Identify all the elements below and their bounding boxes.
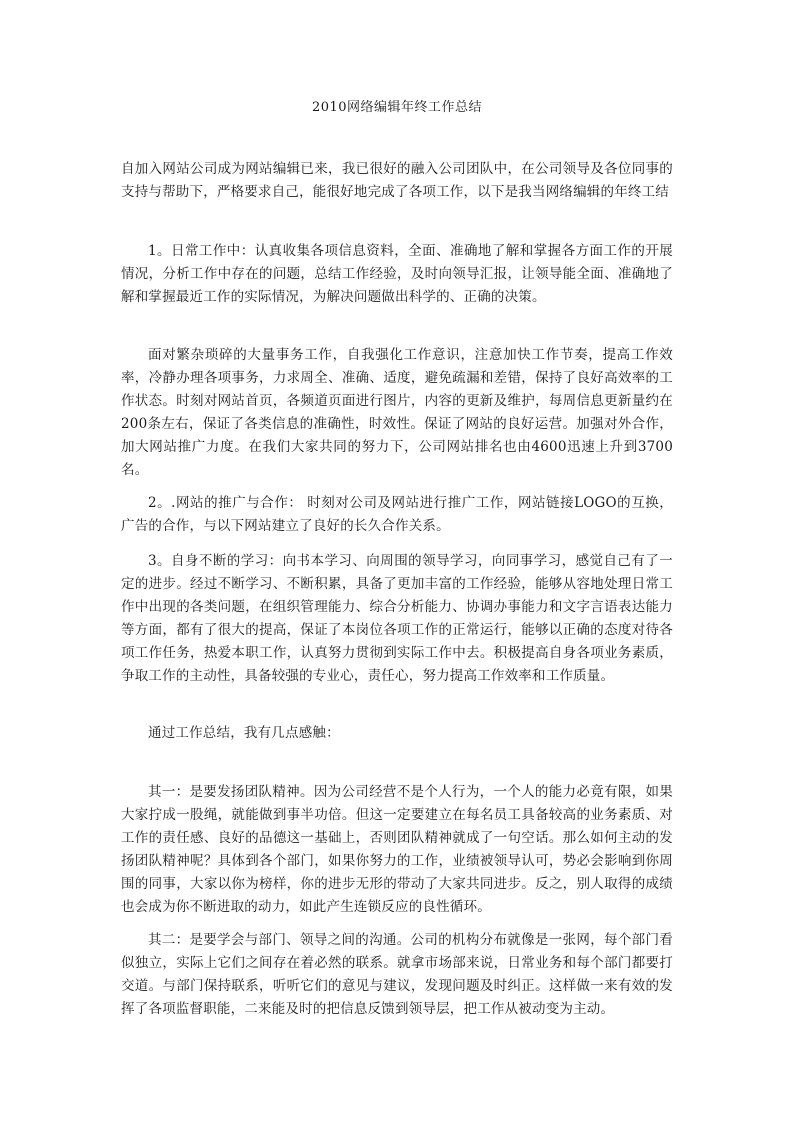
paragraph-daily-work: 1。日常工作中：认真收集各项信息资料，全面、准确地了解和掌握各方面工作的开展情况，分析工作中存在的问题，总结工作经验，及时向领导汇报，让领导能全面、准确地了解和掌握最近工作的实际情况，为解决问题做出科学的、正确的决策。 (121, 243, 673, 305)
document-title: 2010网络编辑年终工作总结 (311, 100, 483, 115)
paragraph-learning: 3。自身不断的学习：向书本学习、向周围的领导学习，向同事学习，感觉自己有了一定的进步。经过不断学习、不断积累，具备了更加丰富的工作经验，能够从容地处理日常工作中出现的各类问题，在组织管理能力、综合分析能力、协调办事能力和文字言语表达能力等方面，都有了很大的提高，保证了本岗位各项工作的正常运行，能够以正确的态度对待各项工作任务，热爱本职工作，认真努力贯彻到实际工作中去。积极提高自身各项业务素质，争取工作的主动性，具备较强的专业心，责任心，努力提高工作效率和工作质量。 (121, 553, 673, 684)
paragraph-workload: 面对繁杂琐碎的大量事务工作，自我强化工作意识，注意加快工作节奏，提高工作效率，冷静办理各项事务，力求周全、准确、适度，避免疏漏和差错，保持了良好高效率的工作状态。时刻对网站首页，各频道页面进行图片，内容的更新及维护，每周信息更新量约在200条左右，保证了各类信息的准确性，时效性。保证了网站的良好运营。加强对外合作，加大网站推广力度。在我们大家共同的努力下，公司网站排名也由4600迅速上升到3700名。 (121, 347, 673, 478)
paragraph-communication: 其二：是要学会与部门、领导之间的沟通。公司的机构分布就像是一张网，每个部门看似独立，实际上它们之间存在着必然的联系。就拿市场部来说，日常业务和每个部门都要打交道。与部门保持联系，听听它们的意见与建议，发现问题及时纠正。这样做一来有效的发挥了各项监督职能，二来能及时的把信息反馈到领导层，把工作从被动变为主动。 (121, 932, 673, 1017)
paragraph-intro: 自加入网站公司成为网站编辑已来，我已很好的融入公司团队中，在公司领导及各位同事的支持与帮助下，严格要求自己，能很好地完成了各项工作，以下是我当网络编辑的年终工结 (121, 161, 673, 200)
paragraph-promotion: 2。.网站的推广与合作： 时刻对公司及网站进行推广工作，网站链接LOGO的互换，广告的合作，与以下网站建立了良好的长久合作关系。 (121, 495, 673, 534)
paragraph-reflection-intro: 通过工作总结，我有几点感触： (148, 725, 340, 741)
paragraph-teamwork: 其一：是要发扬团队精神。因为公司经营不是个人行为，一个人的能力必竟有限，如果大家拧成一股绳，就能做到事半功倍。但这一定要建立在每名员工具备较高的业务素质、对工作的责任感、良好的品德这一基础上，否则团队精神就成了一句空话。那么如何主动的发扬团队精神呢？具体到各个部门，如果你努力的工作，业绩被领导认可，势必会影响到你周围的同事，大家以你为榜样，你的进步无形的带动了大家共同进步。反之，别人取得的成绩也会成为你不断进取的动力，如此产生连锁反应的良性循环。 (121, 784, 673, 915)
